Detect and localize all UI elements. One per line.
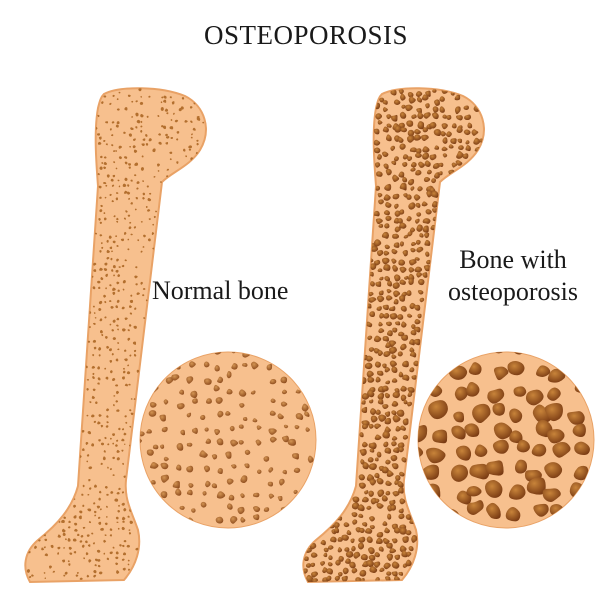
pore — [106, 494, 108, 496]
pore — [257, 350, 264, 356]
pore — [366, 304, 372, 309]
normal-bone-label: Normal bone — [152, 276, 289, 305]
pore — [253, 493, 259, 498]
pore — [113, 241, 116, 244]
pore — [104, 263, 107, 266]
osteoporosis-bone-label — [418, 244, 608, 308]
pore — [204, 378, 212, 385]
pore — [424, 484, 441, 499]
pore — [135, 455, 140, 461]
pore — [374, 148, 381, 154]
pore — [101, 443, 104, 446]
pore — [114, 498, 118, 501]
page-title: OSTEOPOROSIS — [203, 20, 409, 50]
pore — [239, 424, 244, 428]
osteoporosis-label-line2: osteoporosis — [448, 277, 578, 306]
pore — [140, 102, 143, 105]
pore — [514, 386, 527, 396]
pore — [192, 398, 198, 403]
pore — [269, 518, 275, 524]
pore — [486, 460, 504, 475]
pore — [200, 348, 206, 354]
pore — [243, 417, 247, 421]
pore — [115, 235, 117, 237]
pore — [113, 275, 115, 277]
osteoporosis-label-line1: Bone with — [459, 245, 567, 274]
pore — [387, 514, 391, 520]
pore — [137, 403, 144, 410]
pore — [281, 507, 289, 514]
pore — [113, 265, 116, 268]
pore — [95, 401, 97, 404]
normal-bone-magnified — [135, 347, 316, 528]
osteoporotic-bone-magnified — [406, 339, 594, 528]
pore — [97, 133, 100, 135]
pore — [309, 479, 315, 484]
pore — [360, 377, 366, 384]
